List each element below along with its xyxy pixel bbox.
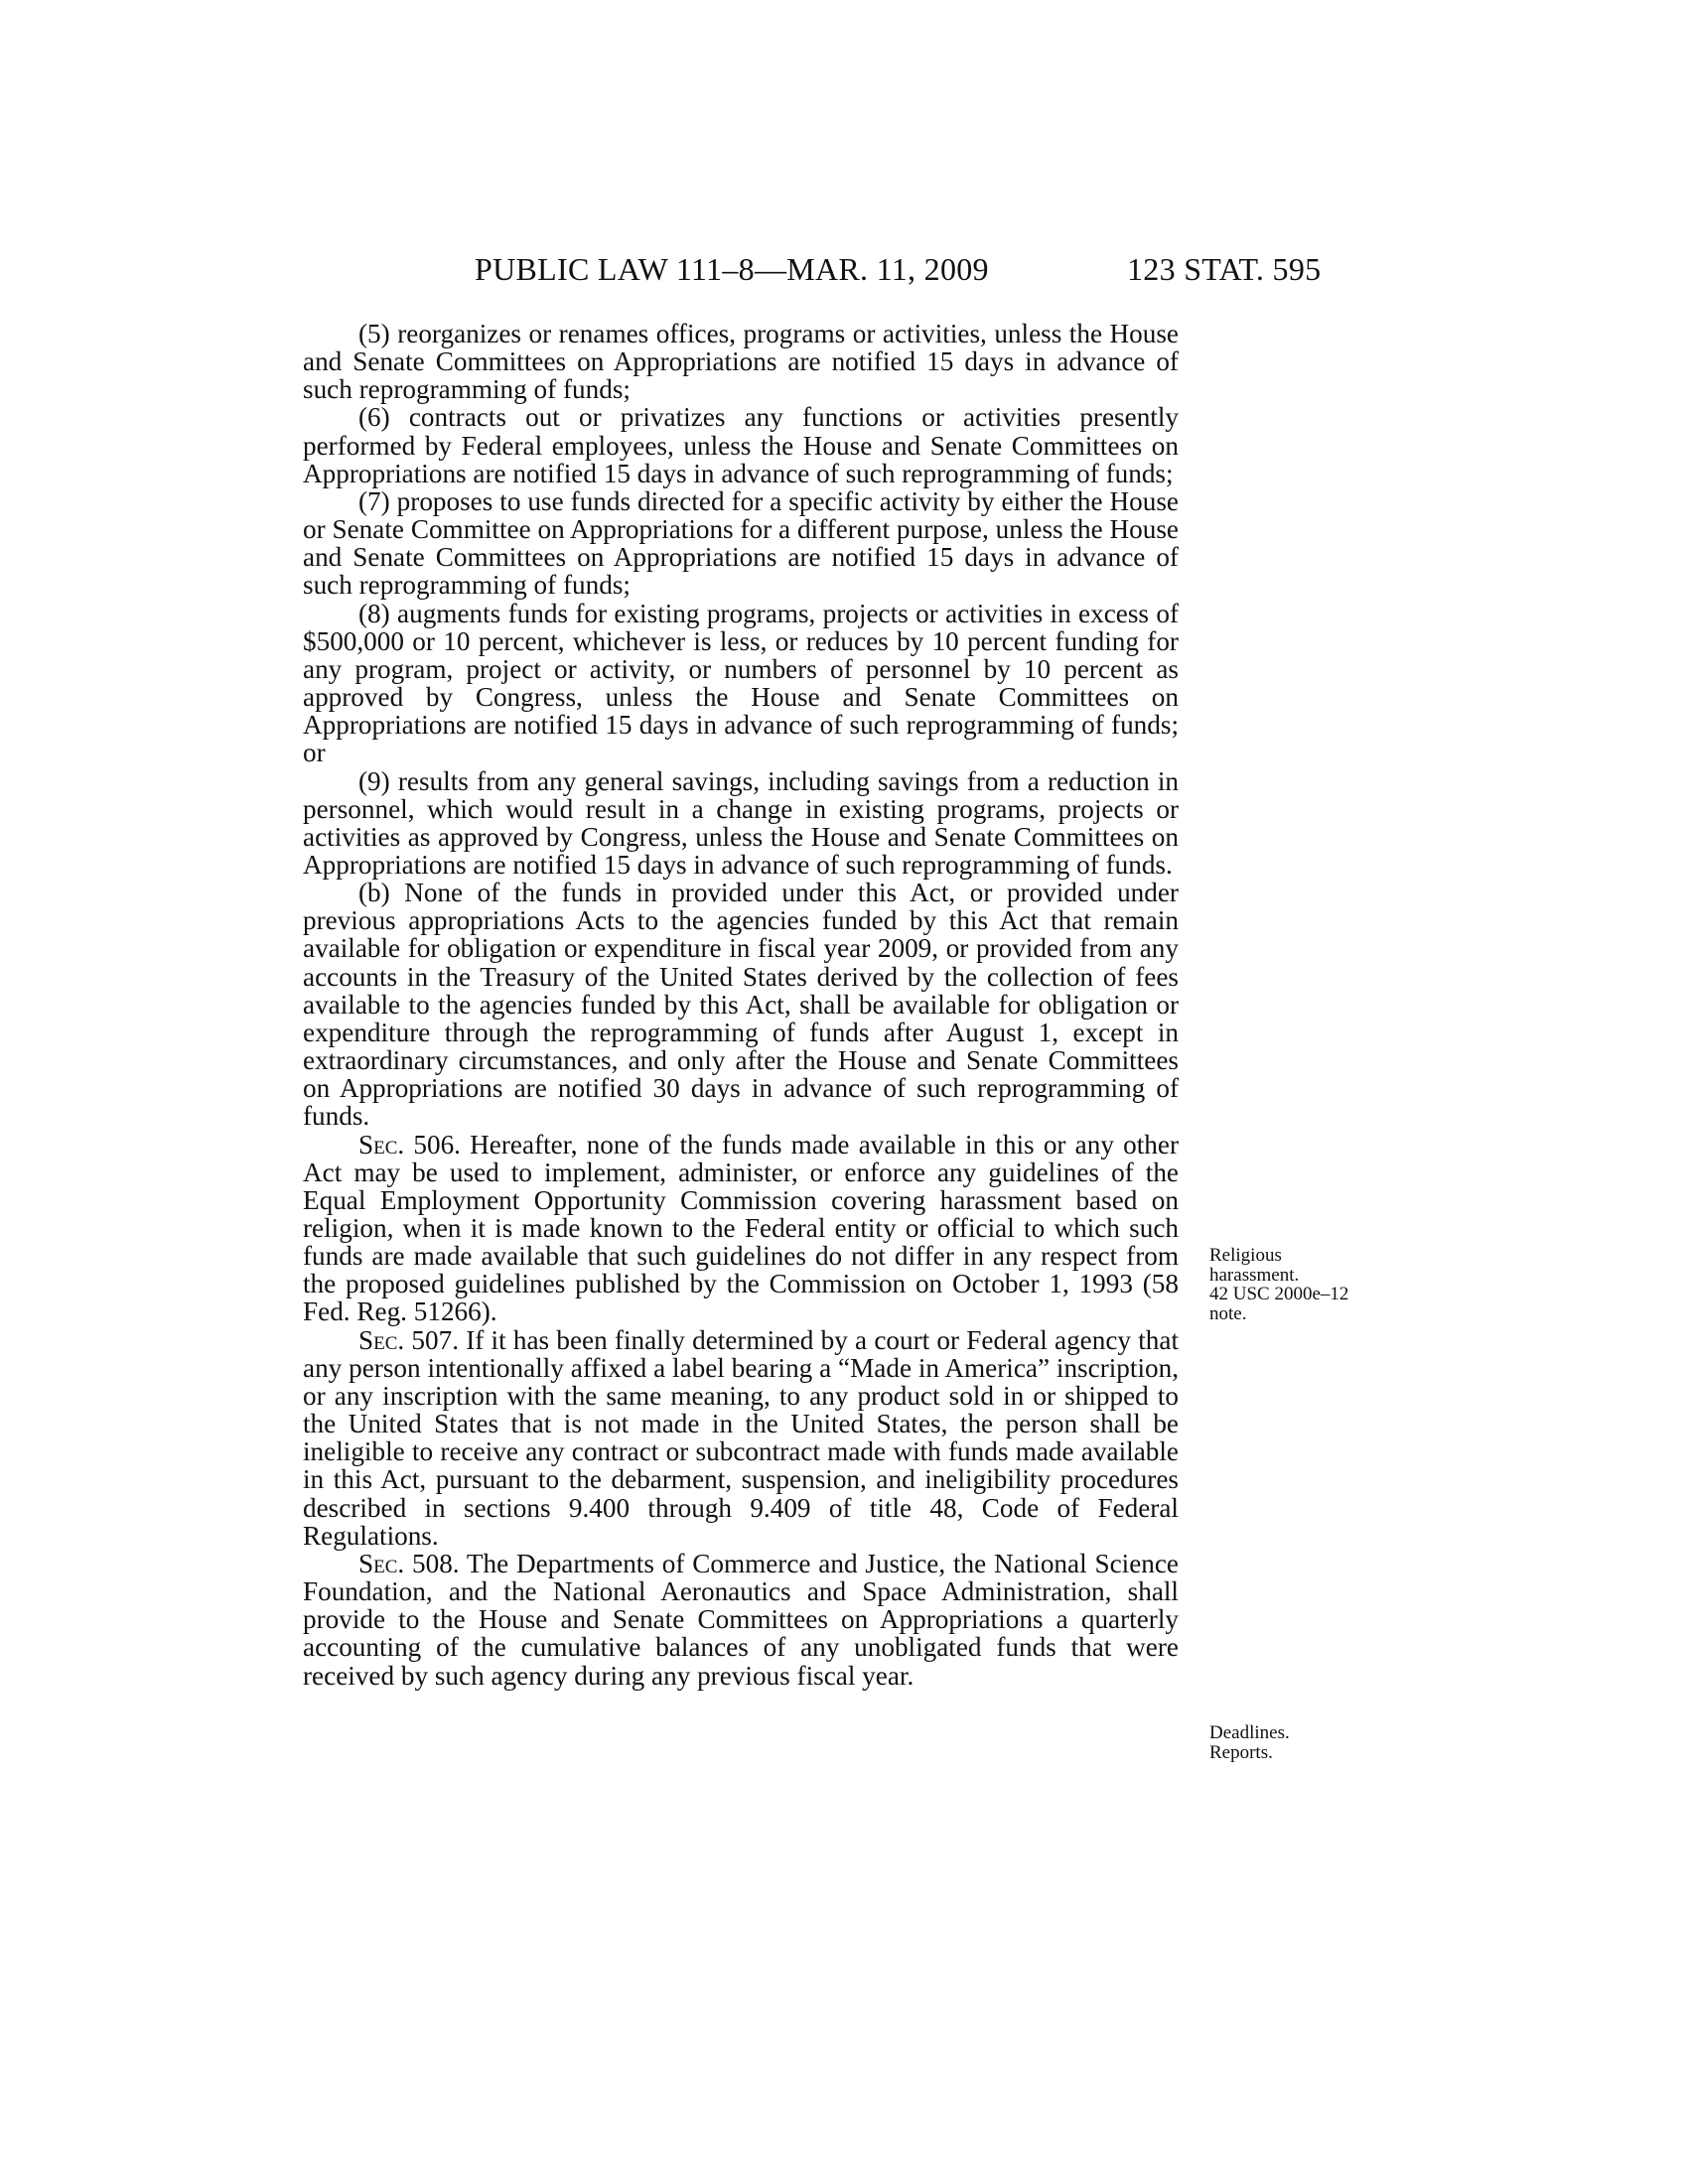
section-508-text: 508. The Departments of Commerce and Justice, the National Science Foundation, and the National Aeronautics and Space Administration, shall provide to the House and Senate Committees on Appropriations a quarterly accounting of the cumulative balances of any unobligated funds that were received by such agency during any previous fiscal year. xyxy=(303,1548,1179,1691)
margin-note-line: harassment. xyxy=(1209,1264,1300,1286)
section-507-text: 507. If it has been finally determined by a court or Federal agency that any person intentionally affixed a label bearing a “Made in America” inscription, or any inscription with the same meaning, to any product sold in or shipped to the United States that is not made in the United States, the person shall be ineligible to receive any contract or subcontract made with funds made available in this Act, pursuant to the debarment, suspension, and ineligibility procedures described in sections 9.400 through 9.409 of title 48, Code of Federal Regulations. xyxy=(303,1324,1179,1551)
paragraph-item-5: (5) reorganizes or renames offices, programs or activities, unless the House and Senate Committees on Appropriations are notified 15 days in advance of such reprogramming of funds; xyxy=(303,319,1179,405)
statute-body xyxy=(303,320,1179,1690)
margin-note-religious-harassment xyxy=(1209,1246,1383,1323)
running-head-page-number: 123 STAT. 595 xyxy=(1127,251,1322,287)
margin-note-line: 42 USC 2000e–12 xyxy=(1209,1284,1349,1304)
running-head-title: PUBLIC LAW 111–8—MAR. 11, 2009 xyxy=(475,251,989,287)
paragraph-item-8: (8) augments funds for existing programs, projects or activities in excess of $500,000 or 10 percent, whichever is less, or reduces by 10 percent funding for any program, project or activity, or numbers of personnel by 10 percent as approved by Congress, unless the House and Senate Committees on Appropriations are notified 15 days in advance of such reprogramming of funds; or xyxy=(303,598,1179,768)
margin-note-line: Religious xyxy=(1209,1245,1282,1266)
margin-note-line: note. xyxy=(1209,1302,1247,1324)
margin-note-deadlines-reports xyxy=(1209,1723,1383,1762)
section-506-text: 506. Hereafter, none of the funds made available in this or any other Act may be used to implement, administer, or enforce any guidelines of the Equal Employment Opportunity Commission covering harassment based on religion, when it is made known to the Federal entity or official to which such funds are made available that such guidelines do not differ in any respect from the proposed guidelines published by the Commission on October 1, 1993 (58 Fed. Reg. 51266). xyxy=(303,1129,1179,1327)
section-508 xyxy=(303,1550,1179,1690)
section-506 xyxy=(303,1131,1179,1326)
paragraph-item-9: (9) results from any general savings, including savings from a reduction in personnel, which would result in a change in existing programs, projects or activities as approved by Congress, unless the House and Senate Committees on Appropriations are notified 15 days in advance of such reprogramming of funds. xyxy=(303,765,1179,880)
paragraph-item-6: (6) contracts out or privatizes any functions or activities presently performed by Federal employees, unless the House and Senate Committees on Appropriations are notified 15 days in advance of such reprogramming of funds; xyxy=(303,402,1179,488)
paragraph-subsection-b: (b) None of the funds in provided under this Act, or provided under previous appropriations Acts to the agencies funded by this Act that remain available for obligation or expenditure in fiscal year 2009, or provided from any accounts in the Treasury of the United States derived by the collection of fees available to the agencies funded by this Act, shall be available for obligation or expenditure through the reprogramming of funds after August 1, except in extraordinary circumstances, and only after the House and Senate Committees on Appropriations are notified 30 days in advance of such reprogramming of funds. xyxy=(303,878,1179,1132)
margin-note-line: Reports. xyxy=(1209,1741,1273,1763)
paragraph-item-7: (7) proposes to use funds directed for a specific activity by either the House or Senate Committee on Appropriations for a different purpose, unless the House and Senate Committees on Appropriations are notified 15 days in advance of such reprogramming of funds; xyxy=(303,485,1179,601)
section-507 xyxy=(303,1326,1179,1550)
section-label: Sec. xyxy=(358,1129,405,1160)
section-label: Sec. xyxy=(358,1548,405,1578)
section-label: Sec. xyxy=(358,1324,405,1355)
margin-note-line: Deadlines. xyxy=(1209,1722,1290,1743)
